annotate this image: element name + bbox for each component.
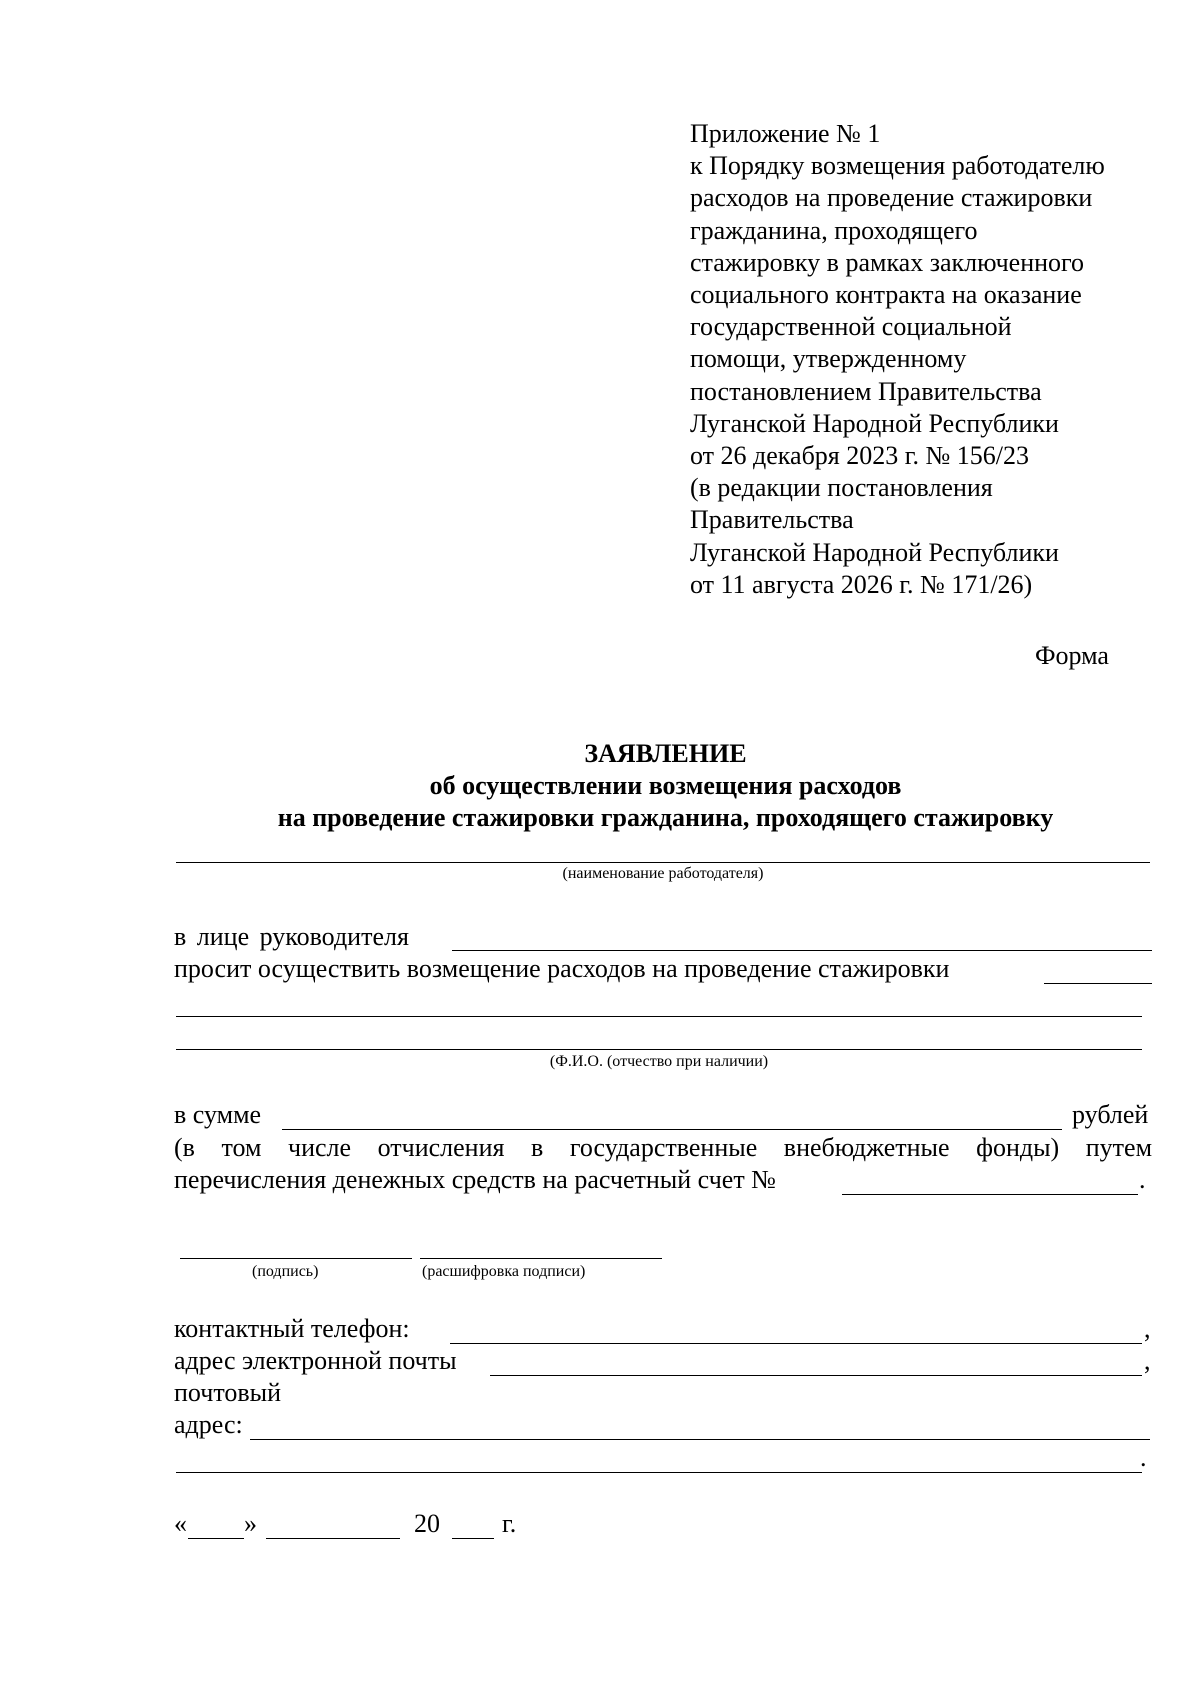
amount-field[interactable] — [282, 1129, 1062, 1130]
signature-decoding-field[interactable] — [420, 1258, 662, 1259]
signature-caption: (подпись) — [252, 1263, 319, 1280]
date-open-quote: « — [174, 1509, 187, 1538]
appendix-line: Луганской Народной Республики — [690, 537, 1059, 567]
appendix-line: стажировку в рамках заключенного — [690, 247, 1085, 277]
appendix-line: гражданина, проходящего — [690, 215, 978, 245]
date-year-suffix: г. — [502, 1509, 517, 1538]
word: фонды) — [976, 1133, 1060, 1162]
appendix-line: расходов на проведение стажировки — [690, 183, 1093, 213]
appendix-line: социального контракта на оказание — [690, 280, 1082, 310]
postal-address-field-line-2[interactable] — [176, 1472, 1142, 1473]
postal-address-field[interactable] — [250, 1439, 1150, 1440]
signature-decoding-caption: (расшифровка подписи) — [422, 1263, 586, 1280]
date-month-field[interactable] — [266, 1538, 400, 1539]
address-period: . — [1140, 1443, 1147, 1472]
phone-label: контактный телефон: — [174, 1314, 410, 1343]
date-day-field[interactable] — [188, 1538, 244, 1539]
appendix-line: Приложение № 1 — [690, 119, 881, 148]
word: том — [221, 1133, 262, 1162]
trainee-name-field-start[interactable] — [1044, 983, 1152, 984]
word: числе — [288, 1133, 352, 1162]
amount-currency-label: рублей — [1072, 1100, 1149, 1129]
form-label: Форма — [1035, 641, 1109, 670]
request-text: просит осуществить возмещение расходов на проведение стажировки — [174, 954, 950, 983]
word: государственные — [569, 1133, 758, 1162]
trainee-name-field-line-2[interactable] — [176, 1016, 1142, 1017]
word: внебюджетные — [783, 1133, 950, 1162]
amount-label: в сумме — [174, 1100, 262, 1129]
appendix-line: от 11 августа 2026 г. № 171/26) — [690, 569, 1033, 599]
fio-caption: (Ф.И.О. (отчество при наличии) — [549, 1053, 769, 1070]
word: путем — [1085, 1133, 1153, 1162]
date-close-quote: » — [244, 1509, 257, 1538]
appendix-line: от 26 декабря 2023 г. № 156/23 — [690, 441, 1030, 471]
appendix-line: к Порядку возмещения работодателю — [690, 151, 1105, 181]
word: отчисления — [377, 1133, 505, 1162]
appendix-header — [690, 118, 1105, 601]
email-field[interactable] — [490, 1375, 1142, 1376]
employer-name-field[interactable] — [176, 862, 1150, 863]
date-year-prefix: 20 — [414, 1509, 440, 1538]
word: в — [531, 1133, 544, 1162]
email-label: адрес электронной почты — [174, 1346, 457, 1375]
trainee-name-field-line-3[interactable] — [176, 1049, 1142, 1050]
postal-label: почтовый — [174, 1378, 281, 1407]
document-title: ЗАЯВЛЕНИЕ — [584, 739, 747, 768]
signature-field[interactable] — [180, 1258, 412, 1259]
appendix-line: (в редакции постановления — [690, 473, 993, 503]
appendix-line: Луганской Народной Республики — [690, 408, 1059, 438]
word: (в — [174, 1133, 195, 1162]
address-label: адрес: — [174, 1410, 243, 1439]
represented-by-label: в лице руководителя — [174, 922, 409, 951]
appendix-line: Правительства — [690, 505, 854, 535]
including-contributions-text — [174, 1132, 1152, 1164]
account-number-field[interactable] — [842, 1194, 1138, 1195]
appendix-line: постановлением Правительства — [690, 376, 1042, 406]
appendix-line: помощи, утвержденному — [690, 344, 967, 374]
email-comma: , — [1144, 1346, 1151, 1375]
appendix-line: государственной социальной — [690, 312, 1012, 342]
phone-field[interactable] — [450, 1343, 1142, 1344]
document-subtitle-2: на проведение стажировки гражданина, проходящего стажировку — [277, 803, 1054, 832]
phone-comma: , — [1144, 1314, 1151, 1343]
date-year-field[interactable] — [452, 1538, 494, 1539]
transfer-period: . — [1139, 1165, 1146, 1194]
director-name-field[interactable] — [452, 950, 1152, 951]
employer-name-caption: (наименование работодателя) — [562, 865, 764, 882]
transfer-text: перечисления денежных средств на расчетный счет № — [174, 1165, 776, 1194]
document-subtitle-1: об осуществлении возмещения расходов — [429, 771, 902, 800]
